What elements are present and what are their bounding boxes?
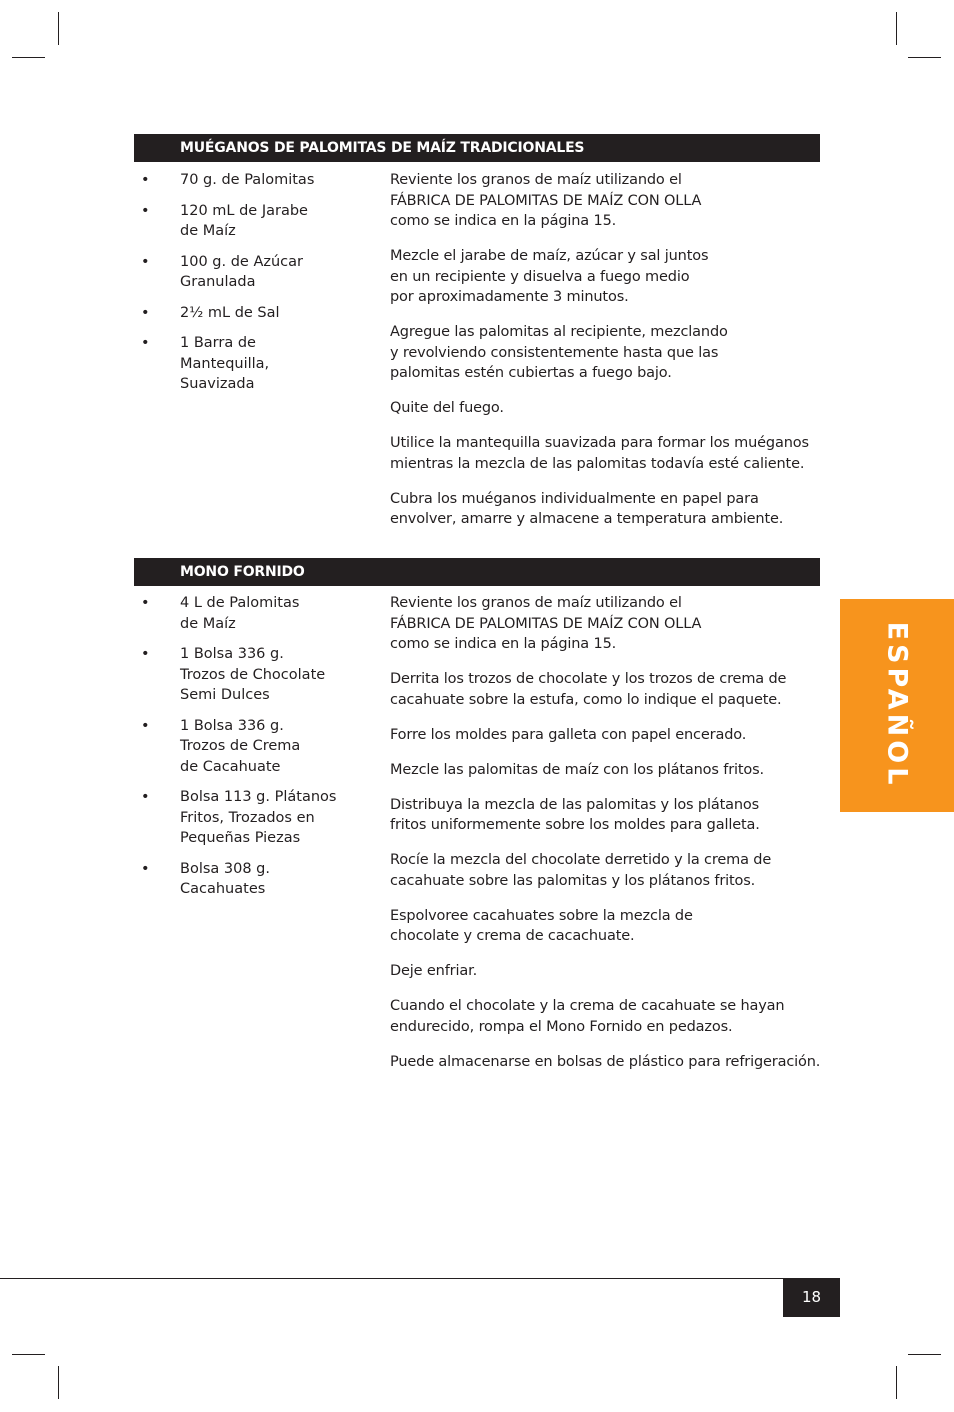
ingredient-item: • 4 L de Palomitas de Maíz [141, 595, 300, 632]
page-number: 18 [783, 1278, 840, 1317]
crop-mark [896, 1366, 897, 1399]
crop-mark [12, 57, 45, 58]
ingredient-item: • 2½ mL de Sal [141, 303, 351, 324]
ingredient-item: • 1 Bolsa 336 g. Trozos de Crema de Cacahuate [141, 717, 301, 775]
bullet: • [141, 172, 150, 188]
ingredient-item: • 1 Barra de Mantequilla, Suavizada [141, 335, 270, 392]
section-header-bar [134, 558, 820, 586]
bullet: • [141, 304, 150, 321]
instruction-steps [390, 593, 830, 1087]
language-tab-label: ESPAÑOL [881, 621, 913, 789]
instruction-step: Mezcle las palomitas de maíz con los plátanos fritos. [390, 761, 765, 778]
bullet: • [141, 595, 150, 611]
ingredient-item: • Bolsa 308 g. Cacahuates [141, 860, 270, 897]
instruction-step: Reviente los granos de maíz utilizando el FÁBRICA DE PALOMITAS DE MAÍZ CON OLLA como se indica en la página 15. [390, 595, 702, 652]
instruction-step: Cubra los muéganos individualmente en papel para envolver, amarre y almacene a temperatura ambiente. [390, 490, 784, 527]
ingredient-item: • Bolsa 113 g. Plátanos Fritos, Trozados en Pequeñas Piezas [141, 789, 337, 846]
instruction-steps [390, 170, 830, 544]
bullet: • [141, 335, 150, 351]
crop-mark [12, 1354, 45, 1355]
crop-mark [908, 1354, 941, 1355]
crop-mark [908, 57, 941, 58]
instruction-step: Agregue las palomitas al recipiente, mezclando y revolviendo consistentemente hasta que las palomitas estén cubiertas a fuego bajo. [390, 324, 728, 381]
bullet: • [141, 202, 150, 219]
instruction-step: Distribuya la mezcla de las palomitas y los plátanos fritos uniformemente sobre los moldes para galleta. [390, 796, 760, 833]
bullet: • [141, 253, 150, 270]
instruction-step: Quite del fuego. [390, 400, 504, 416]
ingredient-item: • 100 g. de Azúcar Granulada [141, 253, 303, 290]
crop-mark [896, 12, 897, 45]
ingredient-item: • 70 g. de Palomitas [141, 170, 351, 191]
ingredient-list [141, 593, 351, 910]
bullet: • [141, 717, 150, 734]
section-title: MONO FORNIDO [180, 564, 305, 580]
instruction-step: Deje enfriar. [390, 963, 478, 979]
section-title: MUÉGANOS DE PALOMITAS DE MAÍZ TRADICIONALES [180, 140, 585, 156]
crop-mark [58, 1366, 59, 1399]
bullet: • [141, 789, 150, 805]
instruction-step: Rocíe la mezcla del chocolate derretido y la crema de cacahuate sobre las palomitas y los plátanos fritos. [390, 852, 772, 889]
ingredient-list [141, 170, 351, 405]
instruction-step: Derrita los trozos de chocolate y los trozos de crema de cacahuate sobre la estufa, como lo indique el paquete. [390, 671, 787, 708]
instruction-step: Reviente los granos de maíz utilizando el FÁBRICA DE PALOMITAS DE MAÍZ CON OLLA como se indica en la página 15. [390, 172, 702, 229]
bullet: • [141, 860, 150, 877]
bullet: • [141, 646, 150, 662]
instruction-step: Forre los moldes para galleta con papel encerado. [390, 726, 747, 743]
language-tab [840, 599, 954, 812]
ingredient-item: • 120 mL de Jarabe de Maíz [141, 202, 308, 239]
footer-rule [0, 1278, 783, 1279]
instruction-step: Puede almacenarse en bolsas de plástico para refrigeración. [390, 1053, 821, 1070]
instruction-step: Espolvoree cacahuates sobre la mezcla de chocolate y crema de cacachuate. [390, 907, 693, 944]
ingredient-item: • 1 Bolsa 336 g. Trozos de Chocolate Semi Dulces [141, 646, 326, 703]
section-header-bar [134, 134, 820, 162]
crop-mark [58, 12, 59, 45]
instruction-step: Utilice la mantequilla suavizada para formar los muéganos mientras la mezcla de las palomitas todavía esté caliente. [390, 435, 809, 472]
instruction-step: Mezcle el jarabe de maíz, azúcar y sal juntos en un recipiente y disuelva a fuego medio por aproximadamente 3 minutos. [390, 248, 709, 305]
instruction-step: Cuando el chocolate y la crema de cacahuate se hayan endurecido, rompa el Mono Fornido en pedazos. [390, 998, 785, 1035]
